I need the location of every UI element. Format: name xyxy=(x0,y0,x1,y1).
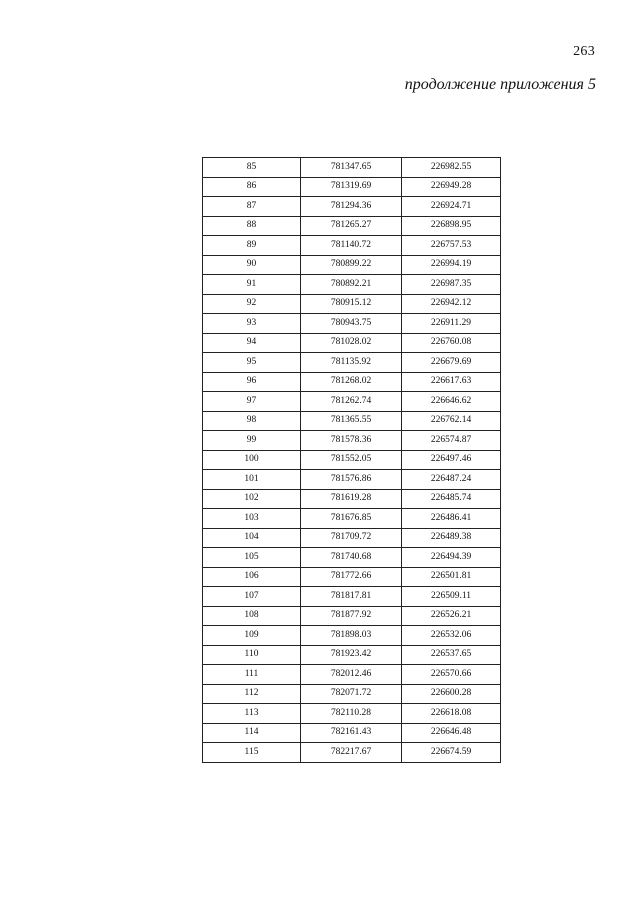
point-number-cell: 114 xyxy=(203,723,301,743)
page-number: 263 xyxy=(573,44,595,59)
x-coordinate-cell: 780943.75 xyxy=(301,314,402,334)
point-number-cell: 111 xyxy=(203,665,301,685)
x-coordinate-cell: 781772.66 xyxy=(301,567,402,587)
y-coordinate-cell: 226994.19 xyxy=(402,255,501,275)
x-coordinate-cell: 782217.67 xyxy=(301,743,402,763)
x-coordinate-cell: 781923.42 xyxy=(301,645,402,665)
x-coordinate-cell: 781619.28 xyxy=(301,489,402,509)
table-row xyxy=(203,216,501,236)
point-number-cell: 85 xyxy=(203,158,301,178)
y-coordinate-cell: 226537.65 xyxy=(402,645,501,665)
x-coordinate-cell: 781709.72 xyxy=(301,528,402,548)
table-row xyxy=(203,431,501,451)
point-number-cell: 94 xyxy=(203,333,301,353)
x-coordinate-cell: 781262.74 xyxy=(301,392,402,412)
x-coordinate-cell: 782110.28 xyxy=(301,704,402,724)
y-coordinate-cell: 226646.62 xyxy=(402,392,501,412)
table-row xyxy=(203,372,501,392)
x-coordinate-cell: 781294.36 xyxy=(301,197,402,217)
y-coordinate-cell: 226494.39 xyxy=(402,548,501,568)
point-number-cell: 100 xyxy=(203,450,301,470)
table-row xyxy=(203,567,501,587)
point-number-cell: 96 xyxy=(203,372,301,392)
x-coordinate-cell: 780892.21 xyxy=(301,275,402,295)
table-row xyxy=(203,314,501,334)
table-row xyxy=(203,743,501,763)
point-number-cell: 91 xyxy=(203,275,301,295)
point-number-cell: 113 xyxy=(203,704,301,724)
coordinates-table xyxy=(202,157,501,763)
x-coordinate-cell: 780915.12 xyxy=(301,294,402,314)
table-row xyxy=(203,197,501,217)
x-coordinate-cell: 781135.92 xyxy=(301,353,402,373)
y-coordinate-cell: 226526.21 xyxy=(402,606,501,626)
table-row xyxy=(203,353,501,373)
table-row xyxy=(203,411,501,431)
y-coordinate-cell: 226485.74 xyxy=(402,489,501,509)
table-row xyxy=(203,470,501,490)
y-coordinate-cell: 226497.46 xyxy=(402,450,501,470)
y-coordinate-cell: 226757.53 xyxy=(402,236,501,256)
y-coordinate-cell: 226486.41 xyxy=(402,509,501,529)
x-coordinate-cell: 780899.22 xyxy=(301,255,402,275)
point-number-cell: 90 xyxy=(203,255,301,275)
table-row xyxy=(203,158,501,178)
x-coordinate-cell: 781740.68 xyxy=(301,548,402,568)
point-number-cell: 88 xyxy=(203,216,301,236)
y-coordinate-cell: 226509.11 xyxy=(402,587,501,607)
x-coordinate-cell: 781347.65 xyxy=(301,158,402,178)
table-row xyxy=(203,509,501,529)
x-coordinate-cell: 781676.85 xyxy=(301,509,402,529)
point-number-cell: 86 xyxy=(203,177,301,197)
table-row xyxy=(203,450,501,470)
point-number-cell: 101 xyxy=(203,470,301,490)
table-row xyxy=(203,528,501,548)
point-number-cell: 105 xyxy=(203,548,301,568)
x-coordinate-cell: 781898.03 xyxy=(301,626,402,646)
table-row xyxy=(203,548,501,568)
point-number-cell: 115 xyxy=(203,743,301,763)
y-coordinate-cell: 226487.24 xyxy=(402,470,501,490)
point-number-cell: 103 xyxy=(203,509,301,529)
y-coordinate-cell: 226924.71 xyxy=(402,197,501,217)
table-row xyxy=(203,392,501,412)
x-coordinate-cell: 781365.55 xyxy=(301,411,402,431)
x-coordinate-cell: 782071.72 xyxy=(301,684,402,704)
y-coordinate-cell: 226679.69 xyxy=(402,353,501,373)
point-number-cell: 92 xyxy=(203,294,301,314)
point-number-cell: 110 xyxy=(203,645,301,665)
table-row xyxy=(203,645,501,665)
point-number-cell: 112 xyxy=(203,684,301,704)
point-number-cell: 87 xyxy=(203,197,301,217)
point-number-cell: 98 xyxy=(203,411,301,431)
point-number-cell: 93 xyxy=(203,314,301,334)
x-coordinate-cell: 782012.46 xyxy=(301,665,402,685)
x-coordinate-cell: 781265.27 xyxy=(301,216,402,236)
y-coordinate-cell: 226982.55 xyxy=(402,158,501,178)
y-coordinate-cell: 226942.12 xyxy=(402,294,501,314)
point-number-cell: 97 xyxy=(203,392,301,412)
table-row xyxy=(203,333,501,353)
table-row xyxy=(203,489,501,509)
y-coordinate-cell: 226911.29 xyxy=(402,314,501,334)
point-number-cell: 104 xyxy=(203,528,301,548)
table-row xyxy=(203,704,501,724)
x-coordinate-cell: 782161.43 xyxy=(301,723,402,743)
continuation-caption: продолжение приложения 5 xyxy=(404,76,596,93)
y-coordinate-cell: 226501.81 xyxy=(402,567,501,587)
table-row xyxy=(203,255,501,275)
y-coordinate-cell: 226898.95 xyxy=(402,216,501,236)
x-coordinate-cell: 781817.81 xyxy=(301,587,402,607)
table-row xyxy=(203,606,501,626)
x-coordinate-cell: 781578.36 xyxy=(301,431,402,451)
point-number-cell: 95 xyxy=(203,353,301,373)
y-coordinate-cell: 226987.35 xyxy=(402,275,501,295)
y-coordinate-cell: 226760.08 xyxy=(402,333,501,353)
y-coordinate-cell: 226574.87 xyxy=(402,431,501,451)
table-row xyxy=(203,236,501,256)
y-coordinate-cell: 226674.59 xyxy=(402,743,501,763)
table-row xyxy=(203,684,501,704)
point-number-cell: 102 xyxy=(203,489,301,509)
x-coordinate-cell: 781140.72 xyxy=(301,236,402,256)
coordinates-table-body xyxy=(203,158,501,763)
x-coordinate-cell: 781552.05 xyxy=(301,450,402,470)
table-row xyxy=(203,177,501,197)
y-coordinate-cell: 226949.28 xyxy=(402,177,501,197)
x-coordinate-cell: 781576.86 xyxy=(301,470,402,490)
x-coordinate-cell: 781268.02 xyxy=(301,372,402,392)
x-coordinate-cell: 781028.02 xyxy=(301,333,402,353)
point-number-cell: 89 xyxy=(203,236,301,256)
point-number-cell: 109 xyxy=(203,626,301,646)
point-number-cell: 99 xyxy=(203,431,301,451)
y-coordinate-cell: 226617.63 xyxy=(402,372,501,392)
table-row xyxy=(203,626,501,646)
point-number-cell: 106 xyxy=(203,567,301,587)
table-row xyxy=(203,665,501,685)
y-coordinate-cell: 226646.48 xyxy=(402,723,501,743)
y-coordinate-cell: 226532.06 xyxy=(402,626,501,646)
point-number-cell: 108 xyxy=(203,606,301,626)
y-coordinate-cell: 226762.14 xyxy=(402,411,501,431)
table-row xyxy=(203,587,501,607)
y-coordinate-cell: 226570.66 xyxy=(402,665,501,685)
y-coordinate-cell: 226618.08 xyxy=(402,704,501,724)
y-coordinate-cell: 226489.38 xyxy=(402,528,501,548)
x-coordinate-cell: 781319.69 xyxy=(301,177,402,197)
y-coordinate-cell: 226600.28 xyxy=(402,684,501,704)
x-coordinate-cell: 781877.92 xyxy=(301,606,402,626)
table-row xyxy=(203,723,501,743)
table-row xyxy=(203,275,501,295)
point-number-cell: 107 xyxy=(203,587,301,607)
table-row xyxy=(203,294,501,314)
